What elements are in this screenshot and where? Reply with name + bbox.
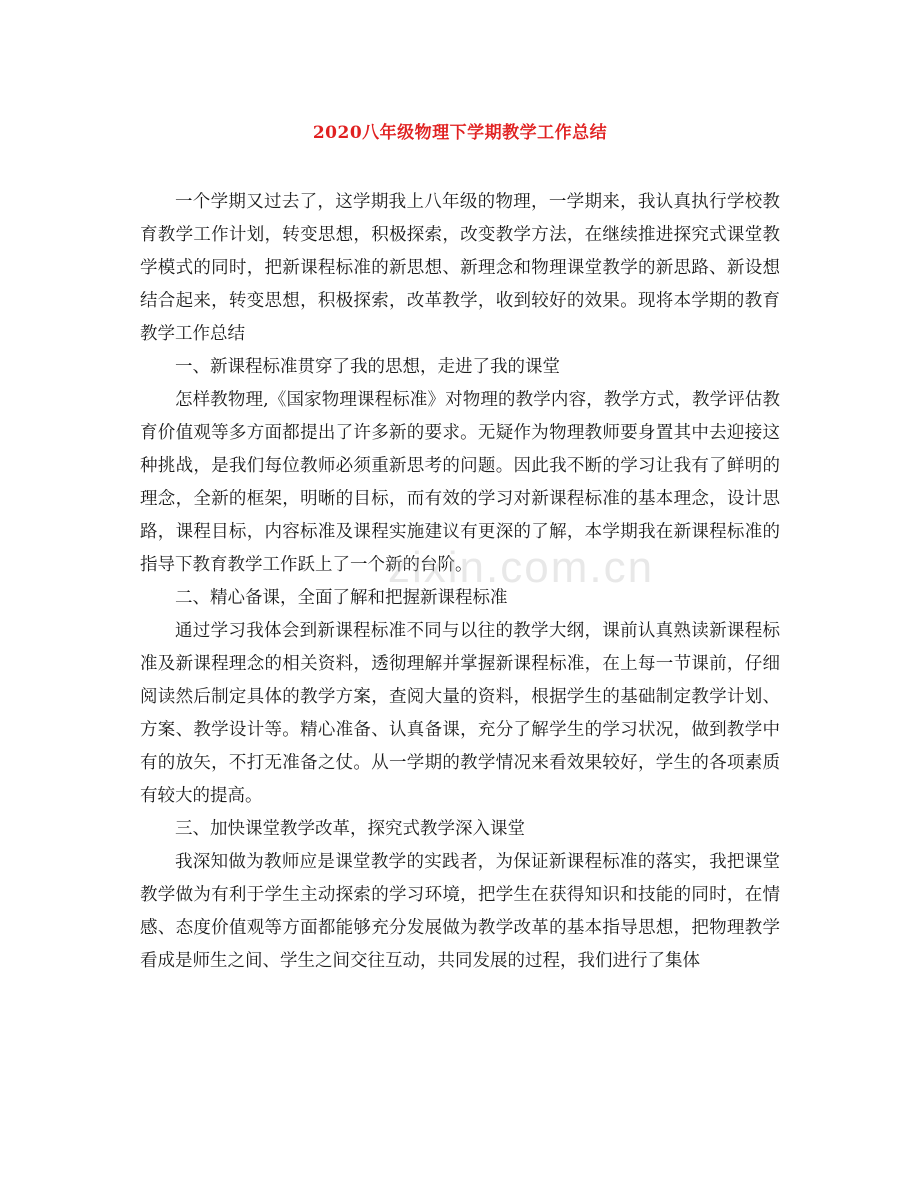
- watermark: zixin.com.cn: [388, 543, 655, 592]
- section-heading-2: 二、精心备课，全面了解和把握新课程标准: [175, 588, 508, 608]
- paragraph-section-3: 我深知做为教师应是课堂教学的实践者，为保证新课程标准的落实，我把课堂教学做为有利于学生主动探索的学习环境，把学生在获得知识和技能的同时，在情感、态度价值观等方面都能够充分发展做为教学改革的基本指导思想，把物理教学看成是师生之间、学生之间交往互动，共同发展的过程，我们进行了集体: [140, 852, 780, 971]
- document-body: [140, 186, 780, 978]
- section-heading-3: 三、加快课堂教学改革，探究式教学深入课堂: [175, 819, 525, 839]
- paragraph-intro: 一个学期又过去了，这学期我上八年级的物理，一学期来，我认真执行学校教育教学工作计划，转变思想，积极探索，改变教学方法，在继续推进探究式课堂教学模式的同时，把新课程标准的新思想、新理念和物理课堂教学的新思路、新设想结合起来，转变思想，积极探索，改革教学，收到较好的效果。现将本学期的教育教学工作总结: [140, 192, 780, 344]
- section-heading-1: 一、新课程标准贯穿了我的思想，走进了我的课堂: [175, 357, 560, 377]
- document-title: 2020八年级物理下学期教学工作总结: [312, 123, 608, 143]
- paragraph-section-2: 通过学习我体会到新课程标准不同与以往的教学大纲，课前认真熟读新课程标准及新课程理念的相关资料，透彻理解并掌握新课程标准，在上每一节课前，仔细阅读然后制定具体的教学方案，查阅大量的资料，根据学生的基础制定教学计划、方案、教学设计等。精心准备、认真备课，充分了解学生的学习状况，做到教学中有的放矢，不打无准备之仗。从一学期的教学情况来看效果较好，学生的各项素质有较大的提高。: [140, 621, 780, 806]
- paragraph-section-1: 怎样教物理,《国家物理课程标准》对物理的教学内容，教学方式，教学评估教育价值观等多方面都提出了许多新的要求。无疑作为物理教师要身置其中去迎接这种挑战，是我们每位教师必须重新思考的问题。因此我不断的学习让我有了鲜明的理念，全新的框架，明晰的目标，而有效的学习对新课程标准的基本理念，设计思路，课程目标，内容标准及课程实施建议有更深的了解，本学期我在新课程标准的指导下教育教学工作跃上了一个新的台阶。: [140, 390, 780, 575]
